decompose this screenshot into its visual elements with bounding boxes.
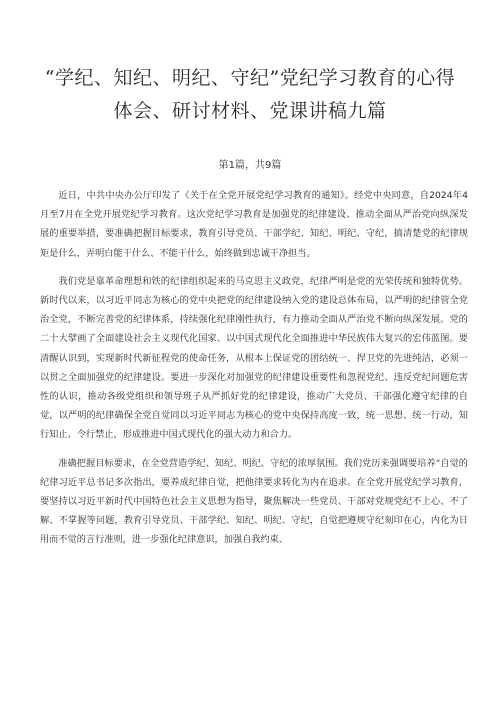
document-title	[40, 62, 460, 128]
paragraph-2: 我们党是靠革命理想和铁的纪律组织起来的马克思主义政党，纪律严明是党的光荣传统和独特优势。新时代以来，以习近平同志为核心的党中央把党的纪律建设纳入党的建设总体布局，以严明的纪律管全党治全党，不断完善党的纪律体系，持续强化纪律刚性执行，有力推动全面从严治党不断向纵深发展。党的二十大擘画了全面建设社会主义现代化国家、以中国式现代化全面推进中华民族伟大复兴的宏伟蓝图。要清醒认识到，实现新时代新征程党的使命任务，从根本上保证党的团结统一、捍卫党的先进纯洁，必须一以贯之全面加强党的纪律建设。要进一步深化对加强党的纪律建设重要性和忽视党纪、违反党纪问题危害性的认识，推动各级党组织和领导班子从严抓好党的纪律建设，推动广大党员、干部强化遵守纪律的自觉，以严明的纪律确保全党自觉同以习近平同志为核心的党中央保持高度一致，统一思想、统一行动，知行知止、令行禁止，形成推进中国式现代化的强大动力和合力。	[40, 275, 468, 441]
title-line-2: 体会、研讨材料、党课讲稿九篇	[113, 100, 387, 122]
paragraph-1: 近日，中共中央办公厅印发了《关于在全党开展党纪学习教育的通知》。经党中央同意，自2024年4月至7月在全党开展党纪学习教育。这次党纪学习教育是加强党的纪律建设、推动全面从严治党向纵深发展的重要举措，要准确把握目标要求，教育引导党员、干部学纪、知纪、明纪、守纪，搞清楚党的纪律规矩是什么，弄明白能干什么、不能干什么，始终做到忠诚干净担当。	[40, 190, 468, 259]
document-body	[40, 186, 468, 559]
section-label: 第1篇，共9篇	[218, 160, 282, 171]
title-line-1: “学纪、知纪、明纪、守纪”党纪学习教育的心得	[44, 67, 456, 89]
paragraph-3: 准确把握目标要求，在全党营造学纪、知纪、明纪、守纪的浓厚氛围。我们党历来强调要培养“自觉的纪律习近平总书记多次指出，要养成纪律自觉，把他律要求转化为内在追求。在全党开展党纪学习教育，要坚持以习近平新时代中国特色社会主义思想为指导，聚焦解决一些党员、干部对党规党纪不上心、不了解、不掌握等问题，教育引导党员、干部学纪、知纪、明纪、守纪，自觉把遵规守纪刻印在心，内化为日用而不觉的言行准则，进一步强化纪律意识，加强自我约束、	[40, 457, 468, 546]
